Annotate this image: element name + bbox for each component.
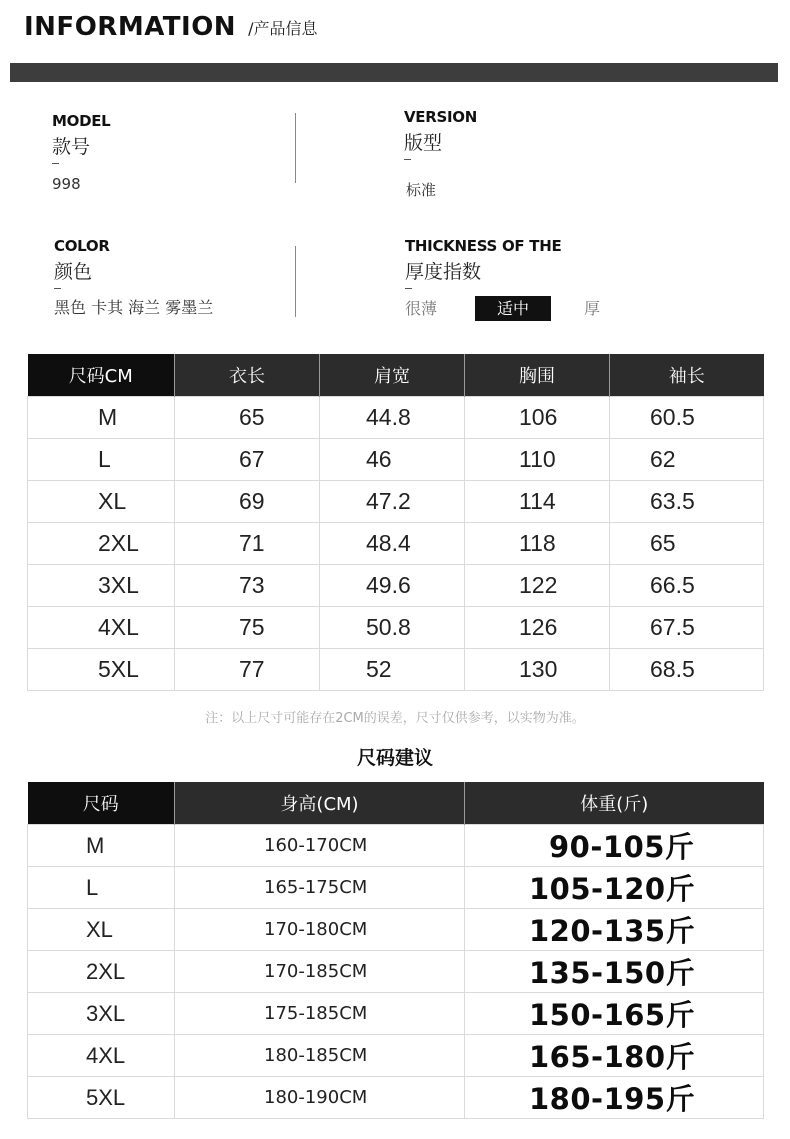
table-row	[28, 951, 764, 993]
color-label-zh: 颜色	[54, 261, 93, 283]
table-row	[28, 397, 764, 439]
table-cell: 120-135斤	[465, 909, 764, 951]
table-cell: 180-190CM	[175, 1077, 465, 1119]
page-subtitle: /产品信息	[248, 19, 318, 38]
table-cell: 50.8	[320, 607, 465, 649]
color-value: 黑色 卡其 海兰 雾墨兰	[54, 298, 214, 317]
size-table	[27, 354, 764, 691]
version-label-zh: 版型	[404, 132, 443, 154]
table-cell: 67	[175, 439, 320, 481]
thickness-label-zh: 厚度指数	[405, 261, 482, 283]
info-model	[52, 112, 110, 193]
table-cell: XL	[28, 909, 175, 951]
table-cell: 65	[610, 523, 764, 565]
table-cell: 130	[465, 649, 610, 691]
thickness-option-thin: 很薄	[405, 299, 438, 318]
table-cell: 5XL	[28, 649, 175, 691]
table-cell: M	[28, 397, 175, 439]
table-row	[28, 909, 764, 951]
table-cell: 180-185CM	[175, 1035, 465, 1077]
divider-dash	[404, 159, 411, 160]
table-cell: 90-105斤	[465, 825, 764, 867]
table-header-row	[28, 354, 764, 397]
table-cell: 3XL	[28, 565, 175, 607]
table-cell: 160-170CM	[175, 825, 465, 867]
table-cell: 175-185CM	[175, 993, 465, 1035]
table-cell: 47.2	[320, 481, 465, 523]
col-header-chest: 胸围	[465, 354, 610, 397]
recommend-title: 尺码建议	[356, 747, 433, 769]
color-label-en: COLOR	[54, 237, 110, 255]
table-cell: 2XL	[28, 951, 175, 993]
model-label-en: MODEL	[52, 112, 111, 130]
table-row	[28, 439, 764, 481]
table-cell: 52	[320, 649, 465, 691]
table-cell: 150-165斤	[465, 993, 764, 1035]
table-row	[28, 481, 764, 523]
table-row	[28, 867, 764, 909]
table-cell: 2XL	[28, 523, 175, 565]
table-cell: XL	[28, 481, 175, 523]
info-thickness	[405, 237, 561, 289]
table-cell: 110	[465, 439, 610, 481]
col-header-length: 衣长	[175, 354, 320, 397]
table-cell: 67.5	[610, 607, 764, 649]
table-row	[28, 825, 764, 867]
info-color	[54, 237, 213, 318]
info-version	[404, 108, 477, 200]
table-cell: 3XL	[28, 993, 175, 1035]
table-cell: 126	[465, 607, 610, 649]
table-cell: 165-175CM	[175, 867, 465, 909]
table-cell: 63.5	[610, 481, 764, 523]
page-header	[24, 10, 317, 44]
page-title: INFORMATION	[24, 12, 237, 42]
table-cell: 118	[465, 523, 610, 565]
table-cell: 106	[465, 397, 610, 439]
divider-dash	[54, 288, 61, 289]
table-cell: 75	[175, 607, 320, 649]
table-cell: 122	[465, 565, 610, 607]
table-cell: L	[28, 867, 175, 909]
table-row	[28, 649, 764, 691]
table-cell: 68.5	[610, 649, 764, 691]
col-header-sleeve: 袖长	[610, 354, 764, 397]
table-cell: 48.4	[320, 523, 465, 565]
thickness-option-medium-selected: 适中	[475, 296, 551, 321]
table-cell: 65	[175, 397, 320, 439]
version-value: 标准	[406, 181, 437, 199]
col-header-size: 尺码	[28, 782, 175, 825]
divider-dash	[52, 163, 59, 164]
size-note: 注：以上尺寸可能存在2CM的误差，尺寸仅供参考，以实物为准。	[205, 711, 585, 726]
table-row	[28, 607, 764, 649]
table-cell: 135-150斤	[465, 951, 764, 993]
table-row	[28, 1035, 764, 1077]
col-header-height: 身高(CM)	[175, 782, 465, 825]
table-cell: 5XL	[28, 1077, 175, 1119]
thickness-label-en: THICKNESS OF THE	[405, 237, 562, 255]
table-cell: 77	[175, 649, 320, 691]
recommend-table	[27, 782, 764, 1119]
header-bar	[10, 63, 778, 82]
table-cell: 46	[320, 439, 465, 481]
table-row	[28, 523, 764, 565]
version-label-en: VERSION	[404, 108, 477, 126]
table-cell: 180-195斤	[465, 1077, 764, 1119]
table-cell: M	[28, 825, 175, 867]
table-cell: 62	[610, 439, 764, 481]
table-row	[28, 1077, 764, 1119]
table-cell: 69	[175, 481, 320, 523]
table-cell: 114	[465, 481, 610, 523]
table-cell: 4XL	[28, 607, 175, 649]
vertical-divider	[295, 113, 296, 183]
table-cell: 4XL	[28, 1035, 175, 1077]
table-header-row	[28, 782, 764, 825]
model-label-zh: 款号	[52, 136, 91, 158]
col-header-shoulder: 肩宽	[320, 354, 465, 397]
table-cell: 73	[175, 565, 320, 607]
table-cell: 170-185CM	[175, 951, 465, 993]
col-header-size: 尺码CM	[28, 354, 175, 397]
table-cell: 44.8	[320, 397, 465, 439]
table-row	[28, 565, 764, 607]
thickness-option-thick: 厚	[584, 299, 601, 318]
table-row	[28, 993, 764, 1035]
divider-dash	[405, 288, 412, 289]
table-cell: 165-180斤	[465, 1035, 764, 1077]
table-cell: 170-180CM	[175, 909, 465, 951]
table-cell: L	[28, 439, 175, 481]
table-cell: 49.6	[320, 565, 465, 607]
table-cell: 71	[175, 523, 320, 565]
model-value: 998	[52, 175, 81, 193]
table-cell: 66.5	[610, 565, 764, 607]
col-header-weight: 体重(斤)	[465, 782, 764, 825]
table-cell: 105-120斤	[465, 867, 764, 909]
table-cell: 60.5	[610, 397, 764, 439]
vertical-divider	[295, 246, 296, 317]
